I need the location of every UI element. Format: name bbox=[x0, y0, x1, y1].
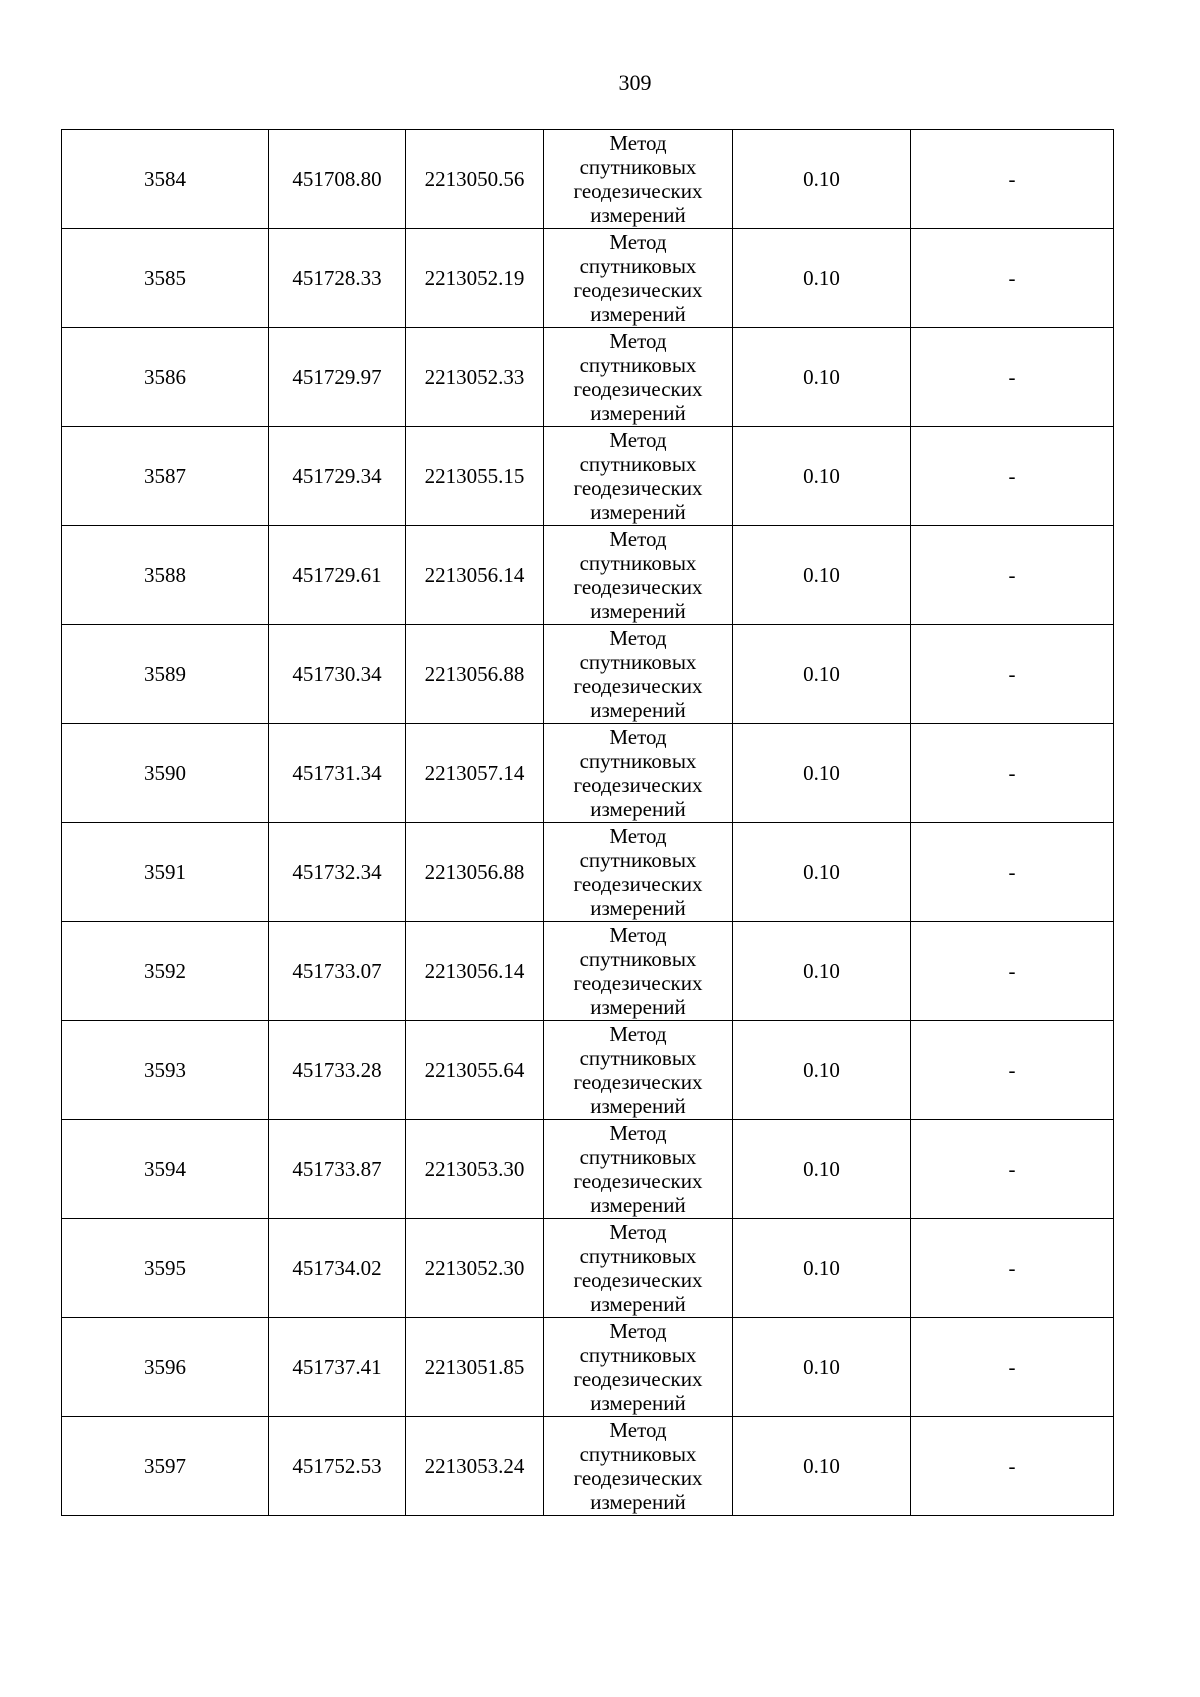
note-cell: - bbox=[911, 1120, 1114, 1219]
method-line: измерений bbox=[590, 1094, 686, 1118]
method-cell bbox=[544, 427, 733, 526]
method-line: геодезических bbox=[573, 179, 703, 203]
method-line: спутниковых bbox=[579, 1343, 697, 1367]
x-coordinate-cell: 451733.28 bbox=[269, 1021, 406, 1120]
method-line: измерений bbox=[590, 302, 686, 326]
method-line: геодезических bbox=[573, 1466, 703, 1490]
y-coordinate-cell: 2213056.14 bbox=[406, 526, 544, 625]
table-body bbox=[62, 130, 1114, 1516]
table-row bbox=[62, 823, 1114, 922]
accuracy-cell: 0.10 bbox=[733, 922, 911, 1021]
method-line: геодезических bbox=[573, 1268, 703, 1292]
accuracy-cell: 0.10 bbox=[733, 823, 911, 922]
method-cell bbox=[544, 625, 733, 724]
method-line: измерений bbox=[590, 203, 686, 227]
point-number-cell: 3590 bbox=[62, 724, 269, 823]
y-coordinate-cell: 2213053.30 bbox=[406, 1120, 544, 1219]
method-line: геодезических bbox=[573, 1070, 703, 1094]
method-line: Метод bbox=[609, 329, 667, 353]
y-coordinate-cell: 2213056.88 bbox=[406, 823, 544, 922]
method-cell bbox=[544, 823, 733, 922]
method-cell bbox=[544, 130, 733, 229]
method-line: измерений bbox=[590, 1292, 686, 1316]
note-cell: - bbox=[911, 229, 1114, 328]
x-coordinate-cell: 451708.80 bbox=[269, 130, 406, 229]
x-coordinate-cell: 451733.07 bbox=[269, 922, 406, 1021]
accuracy-cell: 0.10 bbox=[733, 1021, 911, 1120]
method-line: геодезических bbox=[573, 278, 703, 302]
method-cell bbox=[544, 229, 733, 328]
note-cell: - bbox=[911, 823, 1114, 922]
method-cell bbox=[544, 328, 733, 427]
method-line: спутниковых bbox=[579, 1244, 697, 1268]
method-line: спутниковых bbox=[579, 848, 697, 872]
x-coordinate-cell: 451733.87 bbox=[269, 1120, 406, 1219]
x-coordinate-cell: 451730.34 bbox=[269, 625, 406, 724]
method-line: спутниковых bbox=[579, 1442, 697, 1466]
method-line: Метод bbox=[609, 626, 667, 650]
method-line: Метод bbox=[609, 725, 667, 749]
method-line: Метод bbox=[609, 428, 667, 452]
y-coordinate-cell: 2213056.14 bbox=[406, 922, 544, 1021]
x-coordinate-cell: 451728.33 bbox=[269, 229, 406, 328]
point-number-cell: 3585 bbox=[62, 229, 269, 328]
table-row bbox=[62, 229, 1114, 328]
method-line: измерений bbox=[590, 1391, 686, 1415]
point-number-cell: 3592 bbox=[62, 922, 269, 1021]
method-cell bbox=[544, 724, 733, 823]
y-coordinate-cell: 2213055.64 bbox=[406, 1021, 544, 1120]
method-cell bbox=[544, 1318, 733, 1417]
point-number-cell: 3591 bbox=[62, 823, 269, 922]
table-row bbox=[62, 130, 1114, 229]
table-row bbox=[62, 427, 1114, 526]
accuracy-cell: 0.10 bbox=[733, 427, 911, 526]
method-line: спутниковых bbox=[579, 1046, 697, 1070]
accuracy-cell: 0.10 bbox=[733, 526, 911, 625]
accuracy-cell: 0.10 bbox=[733, 1417, 911, 1516]
x-coordinate-cell: 451731.34 bbox=[269, 724, 406, 823]
note-cell: - bbox=[911, 724, 1114, 823]
method-line: измерений bbox=[590, 599, 686, 623]
note-cell: - bbox=[911, 1219, 1114, 1318]
y-coordinate-cell: 2213053.24 bbox=[406, 1417, 544, 1516]
note-cell: - bbox=[911, 1318, 1114, 1417]
method-line: геодезических bbox=[573, 773, 703, 797]
method-line: Метод bbox=[609, 824, 667, 848]
method-line: спутниковых bbox=[579, 452, 697, 476]
method-line: измерений bbox=[590, 698, 686, 722]
note-cell: - bbox=[911, 1021, 1114, 1120]
accuracy-cell: 0.10 bbox=[733, 229, 911, 328]
table-row bbox=[62, 328, 1114, 427]
method-line: спутниковых bbox=[579, 551, 697, 575]
accuracy-cell: 0.10 bbox=[733, 625, 911, 724]
method-line: геодезических bbox=[573, 971, 703, 995]
point-number-cell: 3587 bbox=[62, 427, 269, 526]
method-line: спутниковых bbox=[579, 254, 697, 278]
note-cell: - bbox=[911, 130, 1114, 229]
y-coordinate-cell: 2213052.19 bbox=[406, 229, 544, 328]
method-line: геодезических bbox=[573, 476, 703, 500]
point-number-cell: 3586 bbox=[62, 328, 269, 427]
x-coordinate-cell: 451732.34 bbox=[269, 823, 406, 922]
method-line: измерений bbox=[590, 995, 686, 1019]
method-line: геодезических bbox=[573, 872, 703, 896]
note-cell: - bbox=[911, 328, 1114, 427]
point-number-cell: 3594 bbox=[62, 1120, 269, 1219]
table-row bbox=[62, 922, 1114, 1021]
method-line: измерений bbox=[590, 1193, 686, 1217]
point-number-cell: 3596 bbox=[62, 1318, 269, 1417]
note-cell: - bbox=[911, 427, 1114, 526]
method-line: измерений bbox=[590, 1490, 686, 1514]
method-line: геодезических bbox=[573, 377, 703, 401]
method-line: Метод bbox=[609, 527, 667, 551]
method-line: Метод bbox=[609, 923, 667, 947]
point-number-cell: 3584 bbox=[62, 130, 269, 229]
note-cell: - bbox=[911, 922, 1114, 1021]
method-cell bbox=[544, 526, 733, 625]
method-line: спутниковых bbox=[579, 353, 697, 377]
method-line: измерений bbox=[590, 401, 686, 425]
x-coordinate-cell: 451729.34 bbox=[269, 427, 406, 526]
accuracy-cell: 0.10 bbox=[733, 328, 911, 427]
y-coordinate-cell: 2213056.88 bbox=[406, 625, 544, 724]
table-row bbox=[62, 1021, 1114, 1120]
y-coordinate-cell: 2213055.15 bbox=[406, 427, 544, 526]
table-row bbox=[62, 1120, 1114, 1219]
method-line: геодезических bbox=[573, 1367, 703, 1391]
y-coordinate-cell: 2213052.33 bbox=[406, 328, 544, 427]
x-coordinate-cell: 451734.02 bbox=[269, 1219, 406, 1318]
y-coordinate-cell: 2213050.56 bbox=[406, 130, 544, 229]
method-line: спутниковых bbox=[579, 155, 697, 179]
method-line: измерений bbox=[590, 500, 686, 524]
y-coordinate-cell: 2213051.85 bbox=[406, 1318, 544, 1417]
method-line: Метод bbox=[609, 1121, 667, 1145]
point-number-cell: 3597 bbox=[62, 1417, 269, 1516]
x-coordinate-cell: 451737.41 bbox=[269, 1318, 406, 1417]
y-coordinate-cell: 2213057.14 bbox=[406, 724, 544, 823]
method-cell bbox=[544, 922, 733, 1021]
method-cell bbox=[544, 1219, 733, 1318]
method-line: Метод bbox=[609, 1220, 667, 1244]
method-cell bbox=[544, 1120, 733, 1219]
point-number-cell: 3588 bbox=[62, 526, 269, 625]
accuracy-cell: 0.10 bbox=[733, 724, 911, 823]
method-line: Метод bbox=[609, 230, 667, 254]
y-coordinate-cell: 2213052.30 bbox=[406, 1219, 544, 1318]
note-cell: - bbox=[911, 625, 1114, 724]
point-number-cell: 3589 bbox=[62, 625, 269, 724]
accuracy-cell: 0.10 bbox=[733, 1318, 911, 1417]
method-line: Метод bbox=[609, 1022, 667, 1046]
method-line: Метод bbox=[609, 131, 667, 155]
x-coordinate-cell: 451752.53 bbox=[269, 1417, 406, 1516]
method-line: Метод bbox=[609, 1418, 667, 1442]
coordinates-table bbox=[61, 129, 1114, 1516]
method-line: геодезических bbox=[573, 575, 703, 599]
method-line: измерений bbox=[590, 896, 686, 920]
x-coordinate-cell: 451729.97 bbox=[269, 328, 406, 427]
accuracy-cell: 0.10 bbox=[733, 130, 911, 229]
point-number-cell: 3595 bbox=[62, 1219, 269, 1318]
table-row bbox=[62, 1417, 1114, 1516]
method-line: спутниковых bbox=[579, 650, 697, 674]
page-number: 309 bbox=[618, 70, 652, 95]
table-row bbox=[62, 526, 1114, 625]
method-line: спутниковых bbox=[579, 1145, 697, 1169]
table-row bbox=[62, 724, 1114, 823]
point-number-cell: 3593 bbox=[62, 1021, 269, 1120]
accuracy-cell: 0.10 bbox=[733, 1219, 911, 1318]
table-row bbox=[62, 1318, 1114, 1417]
method-cell bbox=[544, 1021, 733, 1120]
method-cell bbox=[544, 1417, 733, 1516]
note-cell: - bbox=[911, 526, 1114, 625]
method-line: спутниковых bbox=[579, 947, 697, 971]
method-line: Метод bbox=[609, 1319, 667, 1343]
method-line: геодезических bbox=[573, 674, 703, 698]
table-row bbox=[62, 1219, 1114, 1318]
table-row bbox=[62, 625, 1114, 724]
method-line: измерений bbox=[590, 797, 686, 821]
method-line: спутниковых bbox=[579, 749, 697, 773]
method-line: геодезических bbox=[573, 1169, 703, 1193]
x-coordinate-cell: 451729.61 bbox=[269, 526, 406, 625]
accuracy-cell: 0.10 bbox=[733, 1120, 911, 1219]
note-cell: - bbox=[911, 1417, 1114, 1516]
